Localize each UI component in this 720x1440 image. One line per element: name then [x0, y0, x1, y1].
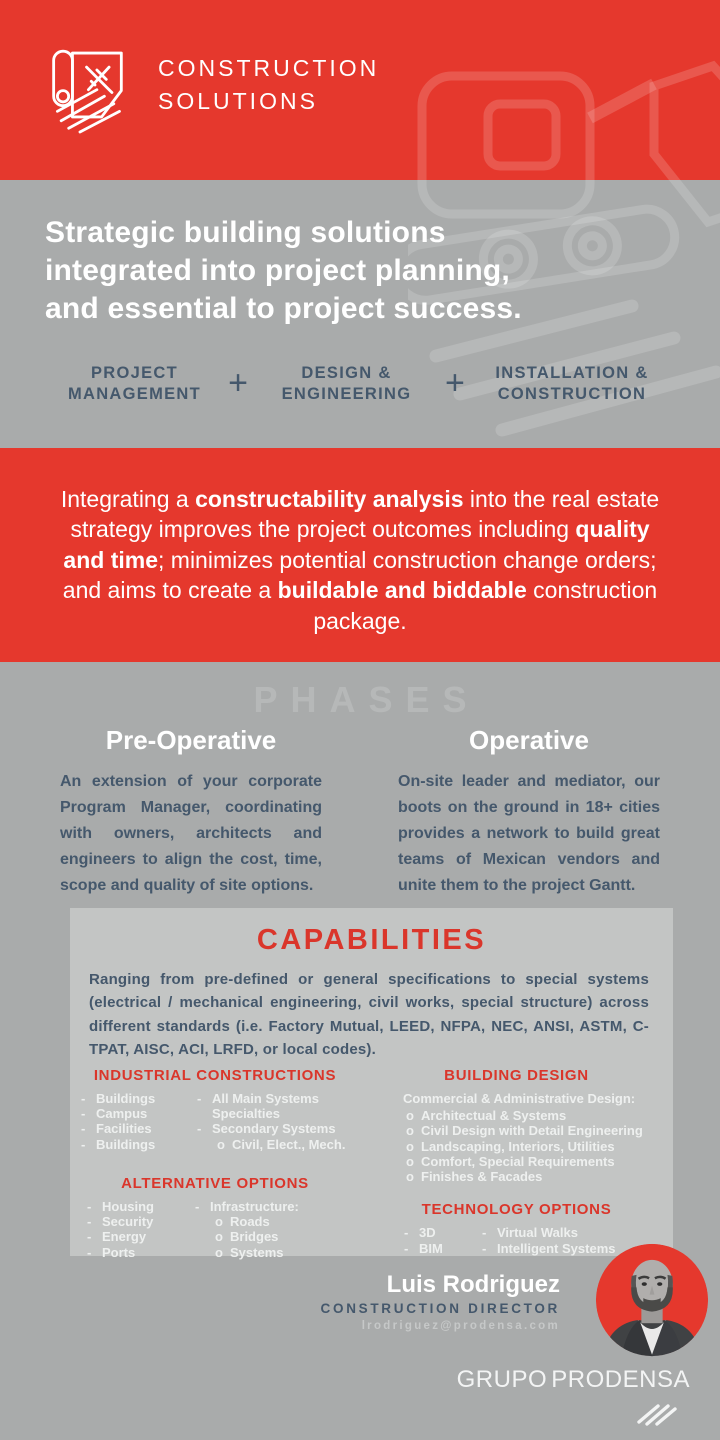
list-marker: - [404, 1225, 409, 1241]
hero-title-line-3: and essential to project success. [45, 292, 522, 325]
industrial-constructions-list-2 [197, 1091, 349, 1152]
list-text: Comfort, Special Requirements [421, 1153, 615, 1169]
list-item [195, 1229, 343, 1244]
contact-role: CONSTRUCTION DIRECTOR [320, 1301, 560, 1316]
list-text: Architectual & Systems [421, 1107, 567, 1123]
list-text: All Main Systems Specialties [212, 1090, 319, 1121]
list-item [81, 1106, 181, 1121]
list-marker: - [482, 1225, 487, 1241]
building-design-group [360, 1067, 673, 1185]
phase-pre-operative [60, 725, 322, 899]
blueprint-pencil-ruler-icon [48, 36, 142, 134]
list-marker: o [406, 1153, 414, 1169]
list-marker: - [81, 1090, 86, 1106]
list-item [87, 1214, 179, 1229]
list-text: Energy [102, 1229, 147, 1245]
phase-body: On-site leader and mediator, our boots on the ground in 18+ cities provides a network to build great teams of Mexican vendors and unite them to the project Gantt. [398, 773, 660, 894]
logo-wordmark [158, 52, 379, 118]
list-item [482, 1225, 632, 1240]
text-segment: ; minimizes potential construction change orders; and aims to create a [62, 546, 657, 604]
list-text: Facilities [96, 1121, 152, 1137]
text-segment: buildable and biddable [277, 577, 527, 604]
hero-title-line-1: Strategic building solutions [45, 216, 446, 249]
building-design-lead: Commercial & Administrative Design: [403, 1090, 636, 1106]
contact-block [321, 1271, 560, 1332]
list-marker: - [87, 1198, 92, 1214]
list-marker: - [404, 1240, 409, 1256]
list-text: Bridges [230, 1229, 279, 1245]
building-design-list [360, 1108, 673, 1184]
service-design-engineering: DESIGN & ENGINEERING [281, 364, 412, 403]
list-marker: o [406, 1123, 414, 1139]
list-marker: - [81, 1105, 86, 1121]
phase-body: An extension of your corporate Program Manager, coordinating with owners, architects and engineers to align the cost, time, scope and quality of site options. [60, 773, 322, 894]
text-segment: into the real estate strategy improves the project outcomes including [70, 485, 660, 543]
list-item [404, 1241, 466, 1256]
plus-separator: + [228, 363, 248, 402]
capabilities-title: CAPABILITIES [256, 924, 487, 956]
contact-name: Luis Rodriguez [386, 1271, 560, 1298]
list-marker: - [87, 1244, 92, 1260]
value-proposition-text [53, 484, 667, 637]
hero-title [45, 214, 522, 328]
phases-columns [60, 725, 660, 899]
value-proposition-banner [0, 448, 720, 662]
list-marker: - [81, 1136, 86, 1152]
technology-options-heading: TECHNOLOGY OPTIONS [421, 1201, 612, 1219]
logo-line-2: SOLUTIONS [158, 88, 318, 114]
list-marker: o [406, 1138, 414, 1154]
list-item [81, 1137, 181, 1152]
list-item [87, 1199, 179, 1214]
list-item [197, 1121, 349, 1136]
list-text: BIM [419, 1240, 443, 1256]
list-item [197, 1137, 349, 1152]
contact-email-link[interactable]: lrodriguez@prodensa.com [361, 1320, 560, 1332]
building-design-heading: BUILDING DESIGN [444, 1066, 589, 1084]
list-item [406, 1154, 673, 1169]
list-item [406, 1123, 673, 1138]
list-item [195, 1214, 343, 1229]
industrial-constructions-columns [70, 1091, 360, 1152]
service-installation-construction: INSTALLATION & CONSTRUCTION [495, 364, 649, 403]
alternative-options-heading: ALTERNATIVE OPTIONS [121, 1174, 309, 1192]
phase-title: Pre-Operative [105, 725, 277, 755]
list-item [81, 1121, 181, 1136]
phase-title: Operative [469, 725, 589, 755]
plus-separator: + [445, 363, 465, 402]
text-segment: constructability analysis [195, 485, 464, 512]
industrial-constructions-list-1 [81, 1091, 181, 1152]
list-marker: - [195, 1198, 200, 1214]
construction-solutions-logo [48, 36, 379, 134]
capabilities-card [70, 908, 673, 1260]
list-item [406, 1169, 673, 1184]
contact-portrait-photo [594, 1242, 710, 1358]
list-text: Landscaping, Interiors, Utilities [421, 1138, 615, 1154]
capabilities-right-column [360, 1067, 673, 1260]
text-segment: Integrating a [60, 485, 196, 512]
list-text: Campus [96, 1105, 148, 1121]
list-text: Ports [102, 1244, 136, 1260]
list-item [406, 1139, 673, 1154]
list-item [81, 1091, 181, 1106]
service-project-management: PROJECT MANAGEMENT [67, 364, 202, 403]
grupo-prodensa-wordmark: GRUPO PRODENSA [456, 1366, 690, 1393]
list-text: Finishes & Facades [421, 1169, 543, 1185]
list-text: Virtual Walks [497, 1225, 578, 1241]
list-item [197, 1091, 349, 1122]
capabilities-intro: Ranging from pre-defined or general specifications to special systems (electrical / mechanical engineering, civil works, special structure) across different standards (i.e. Factory Mutual, LEED, NFPA, NEC, ANSI, ASTM, C-TPAT, AISC, ACI, LRFD, or local codes). [89, 971, 649, 1059]
phase-operative [398, 725, 660, 899]
list-marker: o [215, 1229, 223, 1245]
list-marker: o [406, 1169, 414, 1185]
alternative-options-group [70, 1175, 360, 1260]
list-item [87, 1229, 179, 1244]
list-marker: o [406, 1107, 414, 1123]
list-text: Buildings [96, 1136, 156, 1152]
list-text: Systems [230, 1244, 284, 1260]
list-text: Civil Design with Detail Engineering [421, 1123, 643, 1139]
logo-line-1: CONSTRUCTION [158, 55, 380, 81]
list-marker: o [215, 1244, 223, 1260]
list-marker: o [215, 1214, 223, 1230]
alternative-options-list-1 [87, 1199, 179, 1260]
list-text: Housing [102, 1198, 154, 1214]
list-marker: - [197, 1121, 202, 1137]
list-text: Roads [230, 1214, 270, 1230]
alternative-options-list-2 [195, 1199, 343, 1260]
technology-options-list-1 [404, 1225, 466, 1256]
list-text: 3D [419, 1225, 436, 1241]
list-marker: - [197, 1090, 202, 1106]
list-item [406, 1108, 673, 1123]
industrial-constructions-group [70, 1067, 360, 1152]
list-item [195, 1199, 343, 1214]
services-row [42, 363, 678, 405]
list-text: Civil, Elect., Mech. [232, 1136, 346, 1152]
list-marker: - [87, 1214, 92, 1230]
list-marker: o [217, 1136, 225, 1152]
capabilities-groups [70, 1067, 673, 1260]
list-text: Intelligent Systems [497, 1240, 616, 1256]
prodensa-hatch-icon [634, 1397, 680, 1427]
list-item [87, 1245, 179, 1260]
alternative-options-columns [70, 1199, 360, 1260]
capabilities-left-column [70, 1067, 360, 1260]
grupo-prodensa-logo [457, 1366, 690, 1432]
phases-watermark-title: PHASES [253, 679, 480, 720]
text-segment: quality and time [63, 516, 650, 573]
list-marker: - [87, 1229, 92, 1245]
list-text: Buildings [96, 1090, 156, 1106]
list-item [195, 1245, 343, 1260]
list-text: Infrastructure: [210, 1198, 299, 1214]
hero-title-line-2: integrated into project planning, [45, 254, 510, 287]
list-text: Secondary Systems [212, 1121, 336, 1137]
list-item [404, 1225, 466, 1240]
list-marker: - [482, 1240, 487, 1256]
list-text: Security [102, 1214, 154, 1230]
header-banner [0, 0, 720, 180]
list-marker: - [81, 1121, 86, 1137]
text-segment: construction package. [313, 577, 658, 634]
industrial-constructions-heading: INDUSTRIAL CONSTRUCTIONS [93, 1066, 337, 1084]
